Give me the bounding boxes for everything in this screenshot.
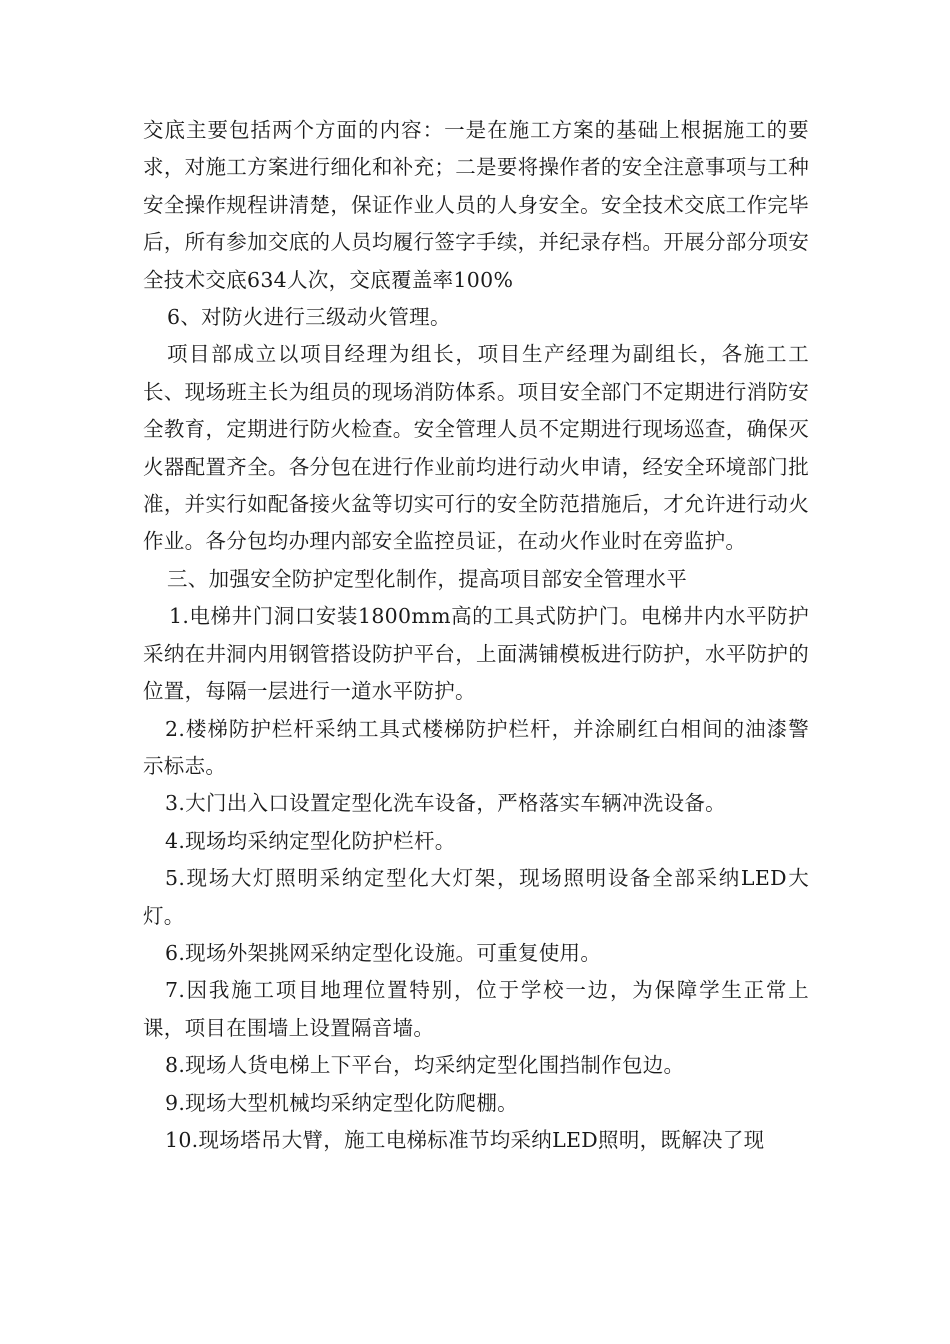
list-item-8: 8.现场人货电梯上下平台，均采纳定型化围挡制作包边。 bbox=[165, 1053, 685, 1078]
paragraph-fire-level-title: 6、对防火进行三级动火管理。 bbox=[167, 305, 451, 330]
list-item-6: 6.现场外架挑网采纳定型化设施。可重复使用。 bbox=[165, 940, 602, 965]
document-body bbox=[143, 112, 809, 1159]
paragraph-fire-system: 项目部成立以项目经理为组长，项目生产经理为副组长，各施工工长、现场班主长为组员的现场消防体系。项目安全部门不定期进行消防安全教育，定期进行防火检查。安全管理人员不定期进行现场巡查，确保灭火器配置齐全。各分包在进行作业前均进行动火申请，经安全环境部门批准，并实行如配备接火盆等切实可行的安全防范措施后，才允许进行动火作业。各分包均办理内部安全监控员证，在动火作业时在旁监护。 bbox=[143, 342, 809, 554]
list-item-3: 3.大门出入口设置定型化洗车设备，严格落实车辆冲洗设备。 bbox=[165, 791, 726, 816]
section-heading-three: 三、加强安全防护定型化制作，提高项目部安全管理水平 bbox=[167, 566, 687, 591]
paragraph-safety-briefing: 交底主要包括两个方面的内容：一是在施工方案的基础上根据施工的要求，对施工方案进行细化和补充；二是要将操作者的安全注意事项与工种安全操作规程讲清楚，保证作业人员的人身安全。安全技术交底工作完毕后，所有参加交底的人员均履行签字手续，并纪录存档。开展分部分项安全技术交底634人次，交底覆盖率100% bbox=[143, 118, 809, 292]
list-item-4: 4.现场均采纳定型化防护栏杆。 bbox=[165, 828, 456, 853]
list-item-2: 2.楼梯防护栏杆采纳工具式楼梯防护栏杆，并涂刷红白相间的油漆警示标志。 bbox=[143, 716, 809, 778]
list-item-5: 5.现场大灯照明采纳定型化大灯架，现场照明设备全部采纳LED大灯。 bbox=[143, 866, 809, 928]
list-item-9: 9.现场大型机械均采纳定型化防爬棚。 bbox=[165, 1090, 518, 1115]
list-item-7: 7.因我施工项目地理位置特别，位于学校一边，为保障学生正常上课，项目在围墙上设置隔音墙。 bbox=[143, 978, 809, 1040]
list-item-1: 1.电梯井门洞口安装1800mm高的工具式防护门。电梯井内水平防护采纳在井洞内用钢管搭设防护平台，上面满铺模板进行防护，水平防护的位置，每隔一层进行一道水平防护。 bbox=[143, 604, 809, 704]
list-item-10: 10.现场塔吊大臂，施工电梯标准节均采纳LED照明，既解决了现 bbox=[165, 1127, 765, 1152]
